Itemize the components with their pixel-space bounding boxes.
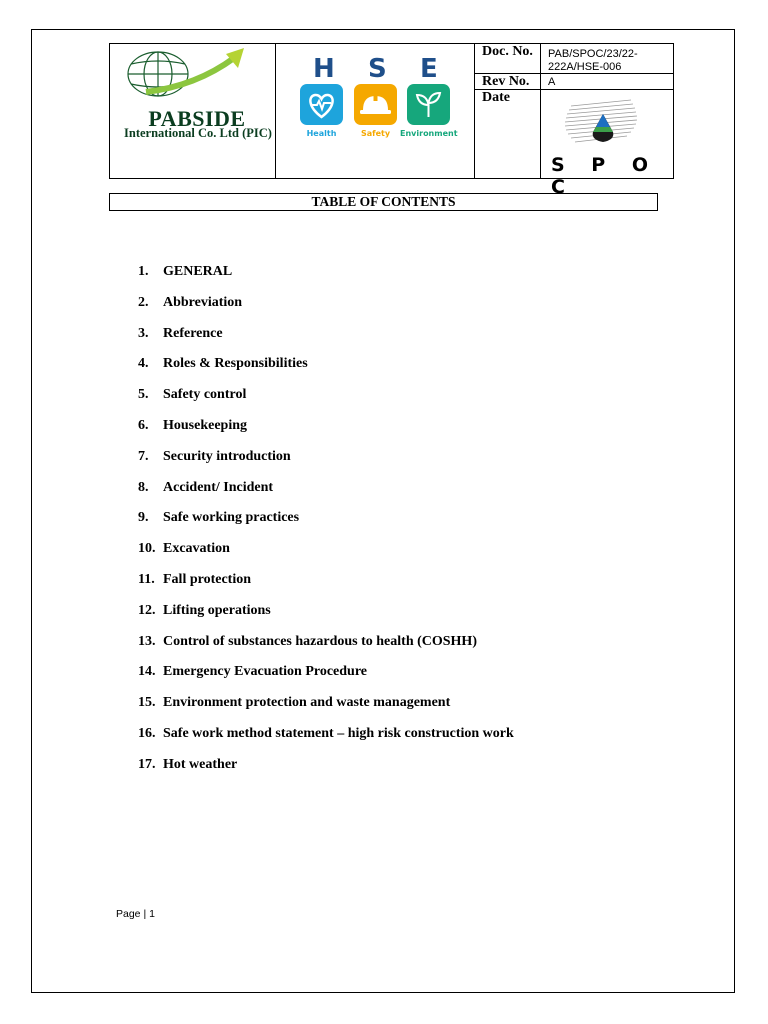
- toc-item-number: 17.: [138, 756, 156, 772]
- toc-item-text: GENERAL: [163, 264, 233, 279]
- spoc-wordmark: [551, 154, 669, 198]
- toc-item-number: 1.: [138, 264, 149, 279]
- hse-logo: [276, 44, 474, 178]
- spoc-logo: [541, 90, 674, 198]
- hse-caption-health: Health: [306, 129, 337, 138]
- toc-item-text: Security introduction: [163, 448, 291, 464]
- toc-item-text: Housekeeping: [163, 418, 248, 433]
- toc-item-text: Safe working practices: [163, 510, 300, 526]
- toc-item-number: 15.: [138, 695, 156, 711]
- toc-item-number: 4.: [138, 356, 149, 372]
- toc-item-text: Roles & Responsibilities: [163, 356, 308, 372]
- toc-item-text: Reference: [163, 325, 223, 341]
- toc-item-text: Emergency Evacuation Procedure: [163, 664, 368, 680]
- hard-hat-icon: [354, 84, 397, 125]
- doc-no-value-line1: PAB/SPOC/23/22-: [548, 48, 638, 60]
- document-header-table: [109, 43, 674, 198]
- rev-no-value: A: [548, 76, 556, 88]
- toc-item-number: 7.: [138, 448, 149, 464]
- toc-item-text: Abbreviation: [163, 294, 243, 310]
- oil-drop-icon: [541, 90, 674, 160]
- toc-item-number: 13.: [138, 633, 156, 649]
- spoc-wordmark-text: S P O C: [551, 154, 658, 198]
- doc-no-label: Doc. No.: [482, 44, 533, 59]
- pabside-logo: [116, 46, 271, 176]
- toc-item-number: 5.: [138, 387, 149, 403]
- toc-item-number: 8.: [138, 479, 149, 495]
- hse-letter-s: S: [368, 54, 387, 84]
- toc-item-text: Environment protection and waste management: [163, 695, 451, 711]
- date-label: Date: [482, 90, 510, 105]
- toc-item-text: Excavation: [163, 541, 230, 557]
- toc-item-number: 14.: [138, 664, 156, 680]
- toc-item-text: Safety control: [163, 387, 247, 403]
- toc-item-text: Fall protection: [163, 572, 252, 587]
- toc-item-text: Safe work method statement – high risk construction work: [163, 726, 514, 741]
- toc-item-number: 16.: [138, 726, 156, 741]
- toc-item-number: 10.: [138, 541, 156, 557]
- rev-no-label: Rev No.: [482, 74, 530, 89]
- toc-title: TABLE OF CONTENTS: [109, 193, 658, 211]
- toc-item-number: 11.: [138, 572, 155, 587]
- toc-item-number: 6.: [138, 418, 149, 433]
- company-name: PABSIDE: [148, 106, 246, 131]
- hse-letter-h: H: [313, 54, 335, 84]
- hse-caption-safety: Safety: [360, 129, 391, 138]
- company-subtitle: International Co. Ltd (PIC): [124, 126, 272, 140]
- toc-item-number: 9.: [138, 510, 149, 526]
- leaf-sprout-icon: [407, 84, 450, 125]
- doc-no-value-line2: 222A/HSE-006: [548, 61, 622, 73]
- toc-item-text: Control of substances hazardous to health (COSHH): [163, 633, 477, 649]
- hse-caption-environment: Environment: [400, 129, 458, 138]
- toc-item-text: Hot weather: [163, 756, 238, 772]
- heart-pulse-icon: [300, 84, 343, 125]
- globe-arrow-icon: [116, 46, 271, 106]
- toc-item-text: Accident/ Incident: [163, 479, 274, 495]
- page-number: Page | 1: [116, 908, 155, 920]
- toc-item-number: 2.: [138, 294, 149, 310]
- toc-item-number: 3.: [138, 325, 149, 341]
- toc-item-text: Lifting operations: [163, 602, 271, 618]
- hse-letter-e: E: [420, 54, 438, 84]
- toc-item-number: 12.: [138, 602, 156, 618]
